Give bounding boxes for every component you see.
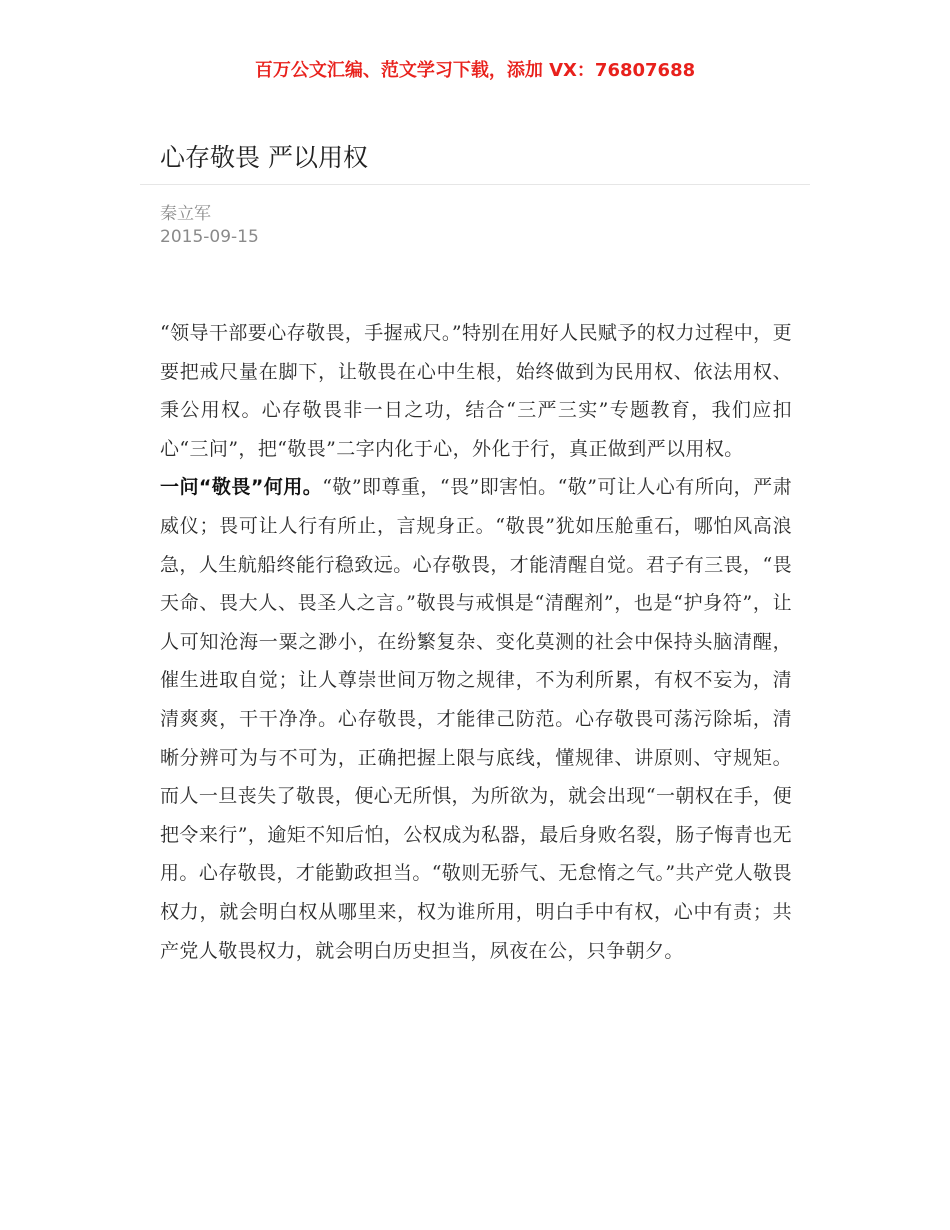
paragraph-text: “敬”即尊重，“畏”即害怕。“敬”可让人心有所向，严肃威仪；畏可让人行有所止，言规身正。“敬畏”犹如压舱重石，哪怕风高浪急，人生航船终能行稳致远。心存敬畏，才能清醒自觉。君子有三畏，“畏天命、畏大人、畏圣人之言。”敬畏与戒惧是“清醒剂”，也是“护身符”，让人可知沧海一粟之渺小，在纷繁复杂、变化莫测的社会中保持头脑清醒，催生进取自觉；让人尊崇世间万物之规律，不为利所累，有权不妄为，清清爽爽，干干净净。心存敬畏，才能律己防范。心存敬畏可荡污除垢，清晰分辨可为与不可为，正确把握上限与底线，懂规律、讲原则、守规矩。而人一旦丧失了敬畏，便心无所惧，为所欲为，就会出现“一朝权在手，便把令来行”，逾矩不知后怕，公权成为私器，最后身败名裂，肠子悔青也无用。心存敬畏，才能勤政担当。“敬则无骄气、无怠惰之气。”共产党人敬畏权力，就会明白权从哪里来，权为谁所用，明白手中有权，心中有责；共产党人敬畏权力，就会明白历史担当，夙夜在公，只争朝夕。 [160, 476, 792, 962]
article-meta [160, 203, 259, 249]
paragraph [160, 468, 792, 970]
promo-banner: 百万公文汇编、范文学习下载，添加 VX：76807688 [254, 60, 696, 81]
article-title: 心存敬畏 严以用权 [160, 143, 368, 172]
publish-date: 2015-09-15 [160, 227, 259, 247]
article-body [160, 314, 792, 970]
author-name: 秦立军 [160, 204, 211, 224]
paragraph-text: “领导干部要心存敬畏，手握戒尺。”特别在用好人民赋予的权力过程中，更要把戒尺量在脚下，让敬畏在心中生根，始终做到为民用权、依法用权、秉公用权。心存敬畏非一日之功，结合“三严三实”专题教育，我们应扣心“三问”，把“敬畏”二字内化于心，外化于行，真正做到严以用权。 [160, 322, 792, 460]
paragraph-lead: 一问“敬畏”何用。 [160, 476, 323, 499]
title-divider [140, 184, 810, 185]
paragraph [160, 314, 792, 468]
